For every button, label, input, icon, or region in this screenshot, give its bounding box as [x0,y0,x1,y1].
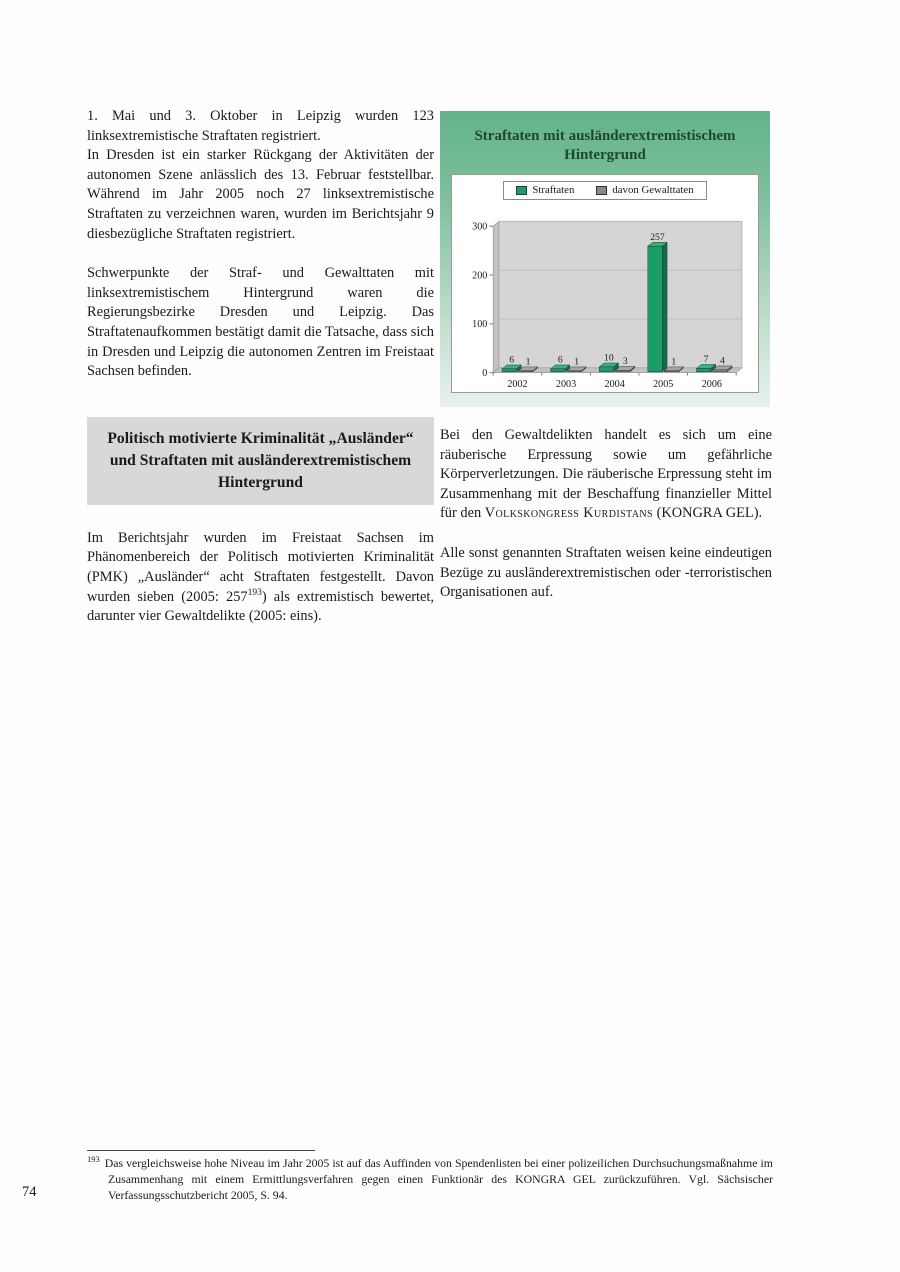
bar [696,368,710,371]
legend-label: davon Gewalttaten [612,184,694,196]
bar [567,371,581,372]
bar [648,246,662,372]
bar-side [662,242,667,371]
paragraph-pmk [87,529,434,627]
bar-value-label: 4 [720,355,725,367]
legend-swatch [516,186,527,195]
bar-value-label: 1 [525,356,531,368]
x-axis-label: 2003 [555,379,577,391]
chart-plot-svg [455,203,755,392]
x-axis-label: 2002 [507,379,528,391]
bar [664,371,678,372]
footnote-rule [87,1150,315,1151]
bar [518,371,532,372]
paragraph-schwerpunkte: Schwerpunkte der Straf- und Gewalttaten mit linksextremistischem Hintergrund waren die Regierungsbezirke Dresden und Leipzig. Das Straftatenaufkommen bestätigt damit die Tatsache, dass sich in Dresden und Leipzig die autonomen Zentren im Freistaat Sachsen befinden. [87,265,434,380]
legend-item-straftaten [516,184,574,197]
chart-title: Straftaten mit ausländerextremistischem Hintergrund [474,128,736,163]
bar-value-label: 3 [622,356,628,368]
paragraph-sonstige: Alle sonst genannten Straftaten weisen keine eindeutigen Bezüge zu ausländerextremistischen oder -terroristischen Organisationen auf. [440,544,772,601]
volkskongress-smallcaps: Volkskongress Kurdistans [484,505,653,522]
gewaltdelikte-text: Bei den Gewaltdelikten handelt es sich um eine räuberische Erpressung sowie um gefährliche Körperverletzungen. Die räuberische Erpressung steht im Zusammenhang mit der Beschaffung finanzieller Mittel für den [440,427,772,522]
footnote-block [87,1150,773,1203]
paragraph-dresden: In Dresden ist ein starker Rückgang der Aktivitäten der autonomen Szene anlässlich des 13. Februar feststellbar. Während im Jahr 2005 noch 27 linksextremistische Straftaten zu verzeichnen waren, wurden im Berichtsjahr 9 diesbezügliche Straftaten registriert. [87,147,434,242]
x-axis-label: 2004 [604,379,625,391]
bar [616,370,630,371]
bar [713,370,727,372]
y-tick-label: 200 [472,270,488,282]
y-tick-label: 0 [482,368,488,380]
footnote-ref-193: 193 [247,587,262,598]
x-axis-label: 2006 [701,379,722,391]
chart-legend [503,181,706,200]
gewaltdelikte-text-cont: (KONGRA GEL). [652,505,763,522]
chart-box [451,174,759,393]
x-axis-label: 2005 [653,379,674,391]
y-tick-label: 300 [472,221,488,233]
legend-swatch [596,186,607,195]
bar-value-label: 1 [671,356,677,368]
bar [502,369,516,372]
section-heading: Politisch motivierte Kriminalität „Ausländer“ und Straftaten mit ausländerextremistischem Hintergrund [87,417,434,505]
right-column [440,111,772,603]
bar-value-label: 7 [703,354,709,366]
bar-value-label: 6 [509,354,515,366]
y-tick-label: 100 [472,319,488,331]
paragraph-leipzig: 1. Mai und 3. Oktober in Leipzig wurden 123 linksextremistische Straftaten registriert. [87,108,434,144]
pmk-text: Im Berichtsjahr wurden im Freistaat Sachsen im Phänomenbereich der Politisch motivierten Kriminalität (PMK) „Ausländer“ acht Straftaten festgestellt. Davon wurden sieben (2005: 257 [87,529,434,605]
left-column [87,107,434,627]
bar [551,369,565,372]
plot-back-wall [499,221,742,368]
legend-item-gewalttaten [596,184,693,197]
page-number: 74 [22,1184,37,1200]
bar [599,367,613,372]
paragraph-gewaltdelikte [440,426,772,524]
bar-value-label: 6 [557,354,563,366]
bar-value-label: 1 [574,356,580,368]
footnote-193 [87,1156,773,1203]
chart-panel [440,111,770,407]
bar-value-label: 257 [650,231,665,243]
plot-side-wall [493,221,499,372]
footnote-number: 193 [87,1154,100,1165]
legend-label: Straftaten [532,184,575,196]
pmk-text-cont: ) als extremistisch bewertet, darunter vier Gewaltdelikte (2005: eins). [87,588,434,625]
bar-value-label: 10 [604,352,614,364]
footnote-text: Das vergleichsweise hohe Niveau im Jahr 2005 ist auf das Auffinden von Spendenlisten bei einer polizeilichen Durchsuchungsmaßnahme im Zusammenhang mit einem Ermittlungsverfahren gegen einen Funktionär des KONGRA GEL zurückzuführen. Vgl. Sächsischer Verfassungsschutzbericht 2005, S. 94. [104,1156,773,1202]
